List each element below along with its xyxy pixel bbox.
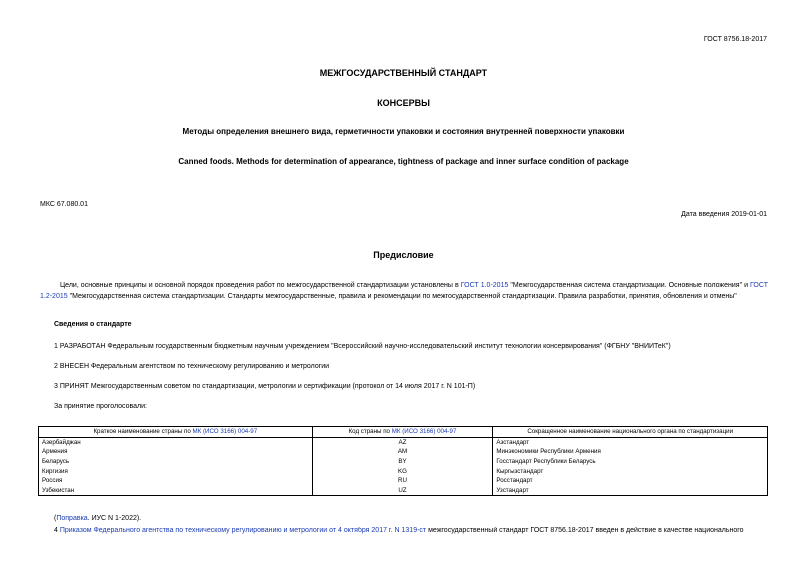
item-2-submitted: 2 ВНЕСЕН Федеральным агентством по техническому регулированию и метрологии [54,363,330,370]
amendment-note [54,515,141,522]
order-link[interactable]: Приказом Федерального агентства по техническому регулированию и метрологии от 4 октября 2017 г. N 1319-ст [59,527,427,534]
table-row [39,447,768,457]
standard-type: МЕЖГОСУДАРСТВЕННЫЙ СТАНДАРТ [319,68,488,78]
preface-heading: Предисловие [373,250,434,260]
table-row [39,476,768,486]
country-cell: Киргизия [39,466,313,476]
body-cell: Росстандарт [493,476,768,486]
amendment-link[interactable]: Поправка [56,515,88,522]
link-gost-1-2[interactable]: ГОСТ 1.2-2015 [40,282,768,300]
col-code-header [312,427,493,438]
code-cell: AZ [312,437,493,447]
country-cell: Узбекистан [39,486,313,496]
subtitle-ru: Методы определения внешнего вида, герметичности упаковки и состояния внутренней поверхности упаковки [182,127,625,136]
intro-text-1: Цели, основные принципы и основной порядок проведения работ по межгосударственной стандартизации установлены в [60,282,461,289]
mks-code: МКС 67.080.01 [40,201,88,208]
item-4-text: межгосударственный стандарт ГОСТ 8756.18-2017 введен в действие в качестве национального [426,527,744,534]
body-cell: Азстандарт [493,437,768,447]
table-row [39,457,768,467]
code-cell: UZ [312,486,493,496]
intro-date: Дата введения 2019-01-01 [681,211,767,218]
link-gost-1-0[interactable]: ГОСТ 1.0-2015 [460,282,509,289]
table-header-row [39,427,768,438]
vote-label: За принятие проголосовали: [54,403,147,410]
amendment-open: ( [54,515,57,522]
intro-text-3: "Межгосударственная система стандартизации. Стандарты межгосударственные, правила и рекомендации по межгосударственной стандартизации. Правила разработки, принятия, обновления и отмены" [67,293,737,300]
item-3-adopted: 3 ПРИНЯТ Межгосударственным советом по стандартизации, метрологии и сертификации (протокол от 14 июля 2017 г. N 101-П) [54,383,476,390]
code-cell: AM [312,447,493,457]
body-cell: Узстандарт [493,486,768,496]
table-row [39,437,768,447]
col-body-header: Сокращенное наименование национального органа по стандартизации [493,427,768,438]
link-mk-iso-code[interactable]: МК (ИСО 3166) 004-97 [391,428,457,436]
country-cell: Россия [39,476,313,486]
country-cell: Азербайджан [39,437,313,447]
doc-number: ГОСТ 8756.18-2017 [703,36,767,43]
item-4-prefix: 4 [54,527,60,534]
subtitle-en: Canned foods. Methods for determination of appearance, tightness of package and inner surface condition of package [178,157,629,166]
body-cell: Кыргызстандарт [493,466,768,476]
col-code-text: Код страны по [348,428,392,436]
table-row [39,466,768,476]
table-row [39,486,768,496]
intro-text-2: "Межгосударственная система стандартизации. Основные положения" и [508,282,751,289]
body-cell: Госстандарт Республики Беларусь [493,457,768,467]
link-mk-iso-country[interactable]: МК (ИСО 3166) 004-97 [192,428,258,436]
body-cell: Минэкономики Республики Армения [493,447,768,457]
country-cell: Армения [39,447,313,457]
preface-intro [40,280,768,302]
amendment-text: . ИУС N 1-2022). [87,515,142,522]
standard-name: КОНСЕРВЫ [377,98,430,108]
code-cell: KG [312,466,493,476]
col-country-header [39,427,313,438]
col-country-text: Краткое наименование страны по [93,428,193,436]
code-cell: BY [312,457,493,467]
country-cell: Беларусь [39,457,313,467]
item-4-enacted [54,527,784,534]
voting-table [38,426,768,496]
info-heading: Сведения о стандарте [54,321,132,328]
item-1-developed: 1 РАЗРАБОТАН Федеральным государственным бюджетным научным учреждением "Всероссийский научно-исследовательский институт технологии консервирования" (ФГБНУ "ВНИИТеК") [54,343,671,350]
code-cell: RU [312,476,493,486]
